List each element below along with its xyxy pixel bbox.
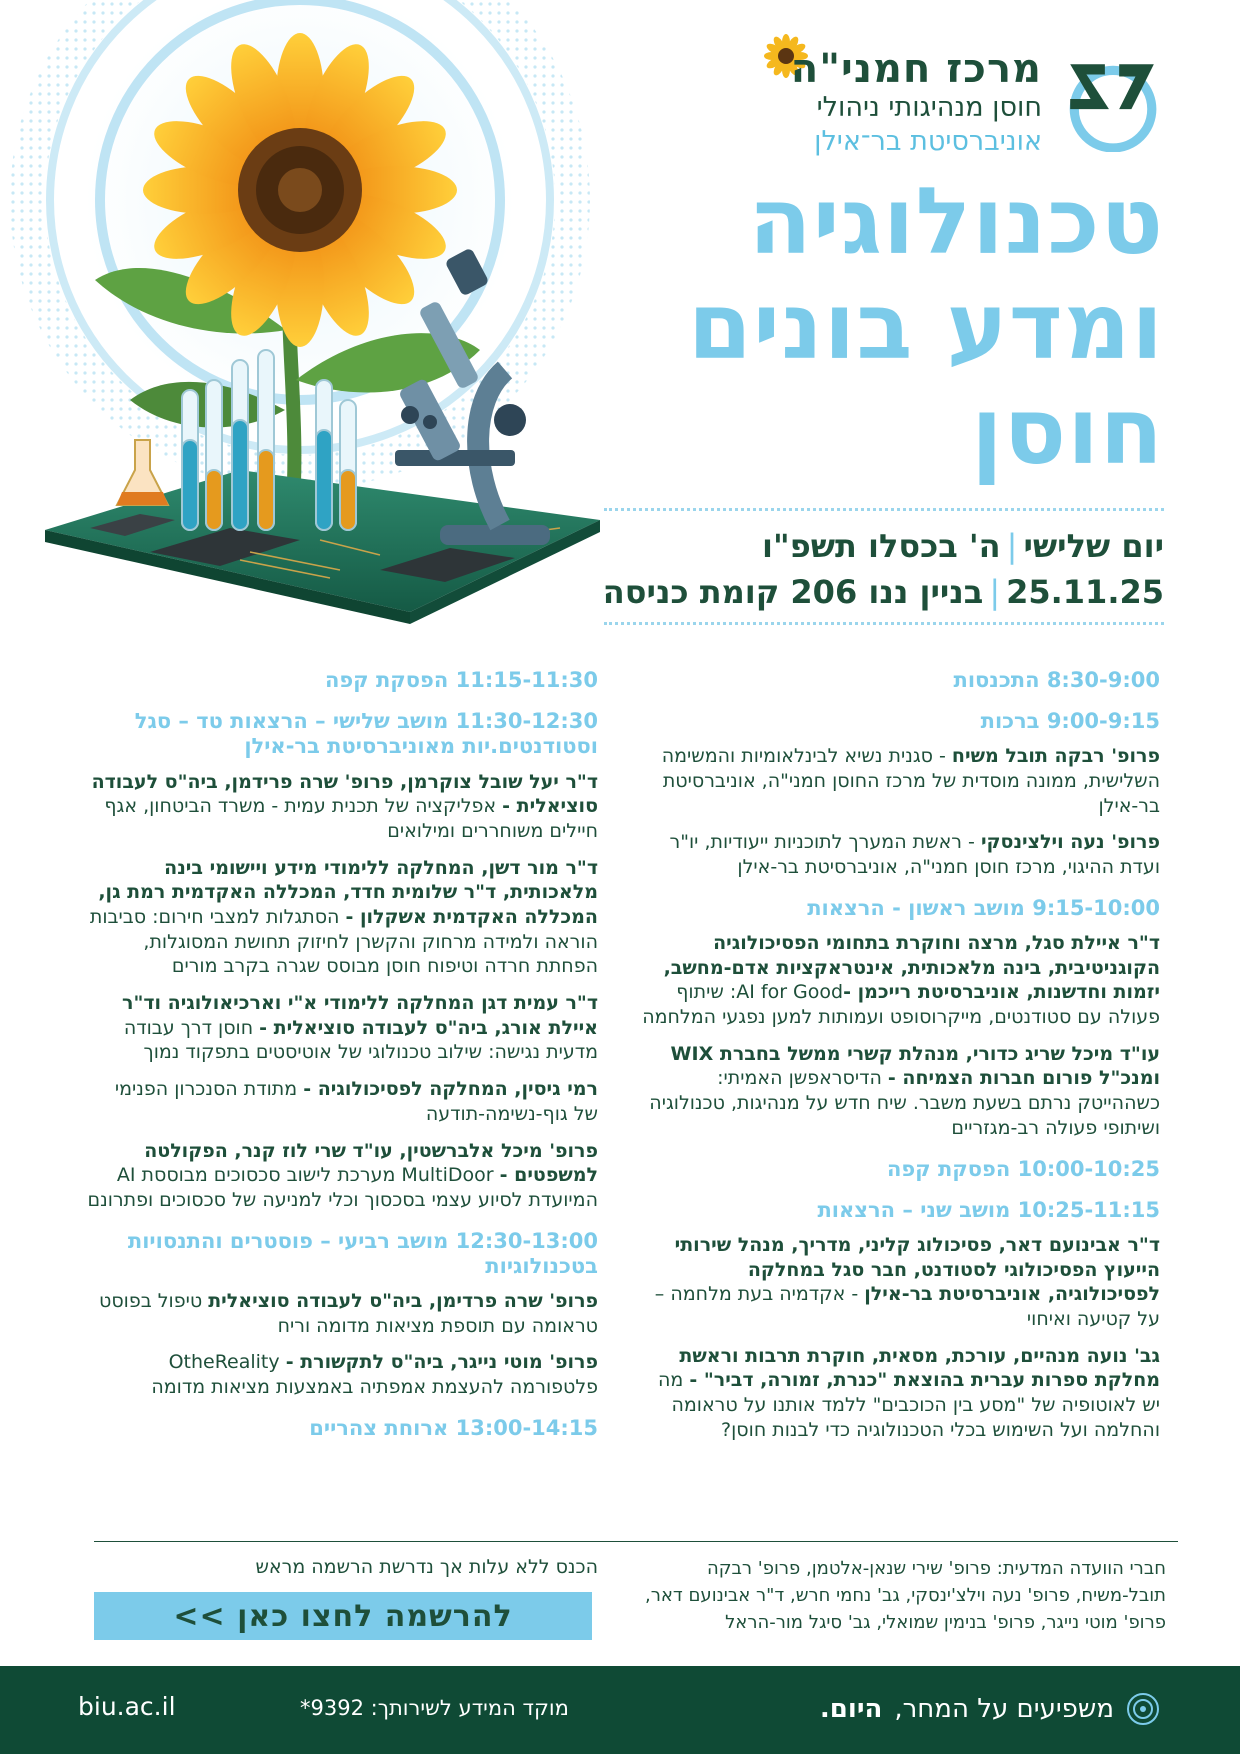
talk-title: טיפול בפוסט טראומה עם תוספת מציאות מדומה וריח (99, 1289, 598, 1337)
center-subtitle: חוסן מנהיגותי ניהולי (816, 92, 1042, 123)
separator: | (989, 573, 1001, 612)
program-slot: 10:00-10:25 הפסקת קפה (886, 1156, 1160, 1181)
talk-title: - סגנית נשיא לבינלאומיות והמשימה השלישית, ממונה מוסדית של מרכז החוסן חמני"ה, אוניברסיטת בר-אילן (661, 745, 1160, 817)
hebrew-date: ה' בכסלו תשפ"ו (762, 527, 1001, 565)
speaker: פרופ' שרה פרדימן, ביה"ס לעבודה סוציאלית (208, 1289, 598, 1312)
event-date-location (603, 523, 1164, 616)
program-talk (640, 1233, 1160, 1332)
title-line: טכנולוגיה (748, 168, 1164, 275)
program-column-right (640, 668, 1160, 1454)
biu-logo-icon (1060, 50, 1162, 152)
slogan-emphasis: היום. (819, 1694, 883, 1724)
speaker: פרופ' מוטי נייגר, ביה"ס לתקשורת - (285, 1351, 598, 1374)
greg-date: 25.11.25 (1006, 573, 1164, 612)
talk-title: מה יש לאוטופיה של "מסע בין הכוכבים" ללמד אותנו על טראומה והחלמה ועל השימוש בכלי הטכנולוגיה כדי לבנות חוסן? (658, 1369, 1160, 1441)
info-hotline: מוקד המידע לשירותך: 9392* (300, 1696, 569, 1720)
divider (604, 508, 1164, 511)
speaker: רמי גיסין, המחלקה לפסיכולוגיה - (303, 1078, 598, 1101)
speaker: עו"ד מיכל שריג כדורי, מנהלת קשרי ממשל בחברת WIX ומנכ"ל פורום חברות הצמיחה - (670, 1042, 1160, 1090)
program-talk (86, 1077, 598, 1126)
center-logo-text (791, 48, 1042, 159)
scientific-committee: חברי הוועדה המדעית: פרופ' שירי שנאן-אלטמן, פרופ' רבקה תובל-משיח, פרופ' נעה וילצ'ינסקי, גב' נחמי חרש, ד"ר אבינועם דאר, פרופ' מוטי נייגר, פרופ' בנימין שמואלי, גב' סיגל מור-הראל (645, 1558, 1166, 1633)
program-column-left (86, 668, 598, 1451)
program-talk (640, 744, 1160, 818)
program-talk (86, 1350, 598, 1399)
title-line: חוסן (971, 377, 1164, 485)
speaker: פרופ' מיכל אלברשטין, עו"ד שרי לוז קנר, הפקולטה למשפטים - (144, 1139, 598, 1187)
register-button[interactable]: להרשמה לחצו כאן >> (94, 1592, 592, 1640)
program-talk (640, 931, 1160, 1030)
separator: | (1006, 527, 1018, 565)
program-talk (640, 1344, 1160, 1443)
center-name: מרכז חמני"ה (790, 46, 1042, 92)
program-talk (86, 770, 598, 844)
program-slot: 9:15-10:00 מושב ראשון - הרצאות (807, 895, 1160, 920)
program-slot: 11:15-11:30 הפסקת קפה (324, 668, 598, 692)
talk-title: OtheReality פלטפורמה להעצמת אמפתיה באמצעות מציאות מדומה (151, 1351, 598, 1398)
program-talk (86, 856, 598, 979)
talk-title: - ראשת המערך לתוכניות ייעודיות, יו"ר ועדת ההיגוי, מרכז חוסן חמני"ה, אוניברסיטת בר-אילן (669, 831, 1160, 879)
speaker: ד"ר מור דשן, המחלקה ללימודי מידע ויישומי בינה מלאכותית, ד"ר שלומית חדד, המכללה האקדמית רמת גן, המכללה האקדמית אשקלון - (98, 856, 598, 928)
date-line (603, 523, 1164, 569)
program-talk (640, 830, 1160, 879)
location-line (603, 569, 1164, 615)
program-slot: 11:30-12:30 מושב שלישי – הרצאות טד – סגל וסטודנטים.יות מאוניברסיטת בר-אילן (134, 709, 598, 759)
program-talk (86, 1139, 598, 1213)
event-title (688, 170, 1164, 485)
talk-title: MultiDoor מערכת לישוב סכסוכים מבוססת AI המיועדת לסיוע עצמי בסכסוך וכלי למניעה של סכסוכים ופתרונם (87, 1164, 598, 1211)
program-talk (86, 991, 598, 1065)
event-day: יום שלישי (1023, 527, 1164, 565)
slogan (820, 1692, 1160, 1726)
speaker: גב' נועה מנהיים, עורכת, מסאית, חוקרת תרבות וראשת מחלקת ספרות עברית בהוצאת "כנרת, זמורה, דביר" - (679, 1344, 1160, 1392)
program-slot: 10:25-11:15 מושב שני – הרצאות (817, 1197, 1160, 1222)
talk-title: אפליקציה של תכנית עמית - משרד הביטחון, אגף חיילים משוחררים ומילואים (104, 795, 598, 842)
footer-divider (94, 1541, 1178, 1542)
entry-note: הכנס ללא עלות אך נדרשת הרשמה מראש (255, 1556, 598, 1578)
university-name: אוניברסיטת בר־אילן (814, 126, 1042, 158)
program-slot: 12:30-13:00 מושב רביעי – פוסטרים והתנסויות בטכנולוגיות (127, 1228, 598, 1278)
speaker: פרופ' נעה וילצינסקי (980, 831, 1160, 854)
program-talk (86, 1289, 598, 1338)
speaker: ד"ר אבינועם דאר, פסיכולוג קליני, מדריך, מנהל שירותי הייעוץ הפסיכולוגי לסטודנט, חבר סגל במחלקה לפסיכולוגיה, אוניברסיטת בר-אילן (674, 1233, 1160, 1306)
program-slot: 9:00-9:15 ברכות (980, 709, 1160, 734)
program-slot: 13:00-14:15 ארוחת צהריים (309, 1415, 598, 1440)
talk-title: הסתגלות למצבי חירום: סביבות הוראה ולמידה מרחוק והקשרן לחיזוק תחושת המסוגלות, הפחתת חרדה וטיפוח חוסן מבוסס שגרה בקרב מורים (89, 906, 598, 978)
bottom-bar (0, 1666, 1240, 1754)
event-location: בניין ננו 206 קומת כניסה (602, 573, 984, 612)
speaker: ד"ר יעל שובל צוקרמן, פרופ' שרה פרידמן, ביה"ס לעבודה סוציאלית - (91, 770, 598, 818)
speaker: ד"ר איילת סגל, מרצה וחוקרת בתחומי הפסיכולוגיה הקוגניטיבית, בינה מלאכותית, אינטראקציות אדם-מחשב, יזמות וחדשנות, אוניברסיטת רייכמן - (663, 932, 1160, 1004)
program-talk (640, 1042, 1160, 1141)
talk-title: מתודת הסנכרון הפנימי של גוף-נשימה-תודעה (114, 1078, 598, 1125)
speaker: פרופ' רבקה תובל משיח (951, 745, 1160, 768)
slogan-text: משפיעים על המחר, (894, 1694, 1114, 1724)
talk-title: AI for Good: שיתוף פעולה עם סטודנטים, מייקרוסופט ועמותות למען נפגעי המלחמה (642, 981, 1160, 1029)
speaker: ד"ר עמית דגן המחלקה ללימודי א"י וארכיאולוגיה וד"ר איילת אורג, ביה"ס לעבודה סוציאלית - (122, 992, 598, 1039)
talk-title: - אקדמיה בעת מלחמה – על קטיעה ואיחוי (654, 1283, 1160, 1330)
talk-title: חוסן דרך עבודה מדעית נגישה: שילוב טכנולוגי של אוטיסטים בתפקוד נמוך (123, 1016, 598, 1064)
program-slot: 8:30-9:00 התכנסות (953, 668, 1160, 692)
website-link[interactable]: biu.ac.il (78, 1692, 176, 1721)
title-line: ומדע בונים (687, 272, 1164, 380)
talk-title: הדיסראפשן האמיתי: כשההייטק נרתם בשעת משבר. שיח חדש על מנהיגות, טכנולוגיה ושיתופי פעולה רב-מגזריים (649, 1067, 1160, 1139)
divider (604, 622, 1164, 625)
sunflower-lab-illustration (0, 0, 630, 640)
rings-icon (1126, 1692, 1160, 1726)
